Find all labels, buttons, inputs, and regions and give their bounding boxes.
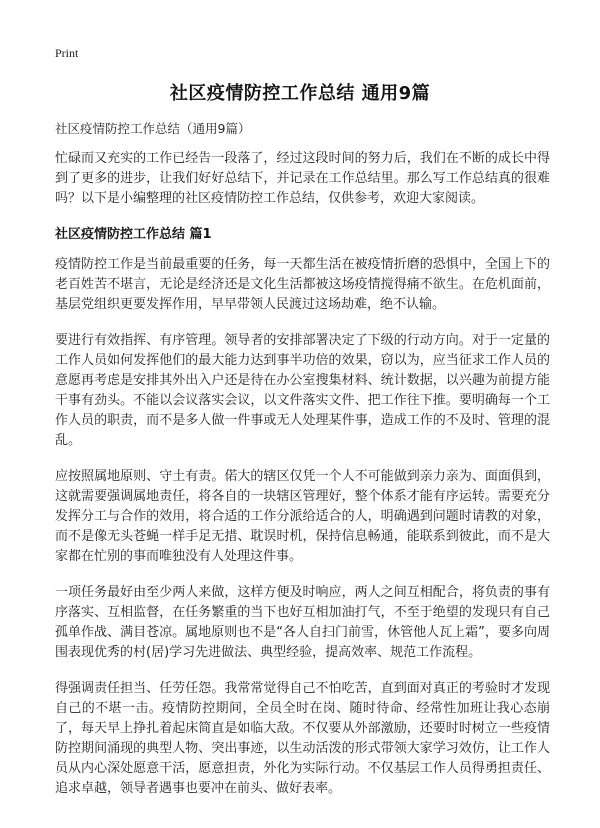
document-body: [55, 120, 550, 815]
document-subtitle: 社区疫情防控工作总结（通用9篇）: [55, 121, 251, 136]
page-title: 社区疫情防控工作总结 通用9篇: [169, 83, 431, 104]
body-paragraph: 要进行有效指挥、有序管理。领导者的安排部署决定了下级的行动方向。对于一定量的工作人员如何发挥他们的最大能力达到事半功倍的效果，窃以为，应当征求工作人员的意愿再考虑是安排其外出入户还是待在办公室搜集材料、统计数据，以兴趣为前提方能干事有劲头。不能以会议落实会议，以文件落实文件、把工作往下推。要明确每一个工作人员的职责，而不是多人做一件事或无人处理某件事，造成工作的不及时、管理的混乱。: [55, 333, 550, 448]
print-link[interactable]: Print: [55, 46, 79, 60]
body-paragraph: 应按照属地原则、守土有责。偌大的辖区仅凭一个人不可能做到亲力亲为、面面俱到，这就需要强调属地责任，将各自的一块辖区管理好，整个体系才能有序运转。需要充分发挥分工与合作的效用，将合适的工作分派给适合的人，明确遇到问题时请教的对象，而不是像无头苍蝇一样手足无措、耽误时机，保持信息畅通，能联系到彼此，而不是大家都在忙别的事而唯独没有人处理这件事。: [55, 469, 550, 564]
intro-paragraph: 忙碌而又充实的工作已经告一段落了，经过这段时间的努力后，我们在不断的成长中得到了更多的进步，让我们好好总结下，并记录在工作总结里。那么写工作总结真的很难吗？以下是小编整理的社区疫情防控工作总结，仅供参考，欢迎大家阅读。: [55, 151, 550, 206]
section-heading: 社区疫情防控工作总结 篇1: [55, 227, 212, 242]
body-paragraph: 一项任务最好由至少两人来做，这样方便及时响应，两人之间互相配合，将负责的事有序落实、互相监督，在任务繁重的当下也好互相加油打气，不至于绝望的发现只有自己孤单作战、满目苍凉。属地原则也不是“各人自扫门前雪，休管他人瓦上霜”，要多向周围表现优秀的村(居)学习先进做法、典型经验，提高效率、规范工作流程。: [55, 585, 550, 660]
body-paragraph: 疫情防控工作是当前最重要的任务，每一天都生活在被疫情折磨的恐惧中，全国上下的老百姓苦不堪言，无论是经济还是文化生活都被这场疫情搅得痛不欲生。在危机面前，基层党组织更要发挥作用，早早带领人民渡过这场劫难，绝不认输。: [55, 257, 550, 312]
body-paragraph: 得强调责任担当、任劳任怨。我常常觉得自己不怕吃苦，直到面对真正的考验时才发现自己的不堪一击。疫情防控期间，全员全时在岗、随时待命、经常性加班让我心态崩了，每天早上挣扎着起床简直是如临大敌。不仅要从外部激励，还要时时树立一些疫情防控期间涌现的典型人物、突出事迹，以生动活泼的形式带领大家学习效仿，让工作人员从内心深处愿意干活，愿意担责，外化为实际行动。不仅基层工作人员得勇担责任、追求卓越，领导者遇事也要冲在前头、做好表率。: [55, 681, 550, 796]
